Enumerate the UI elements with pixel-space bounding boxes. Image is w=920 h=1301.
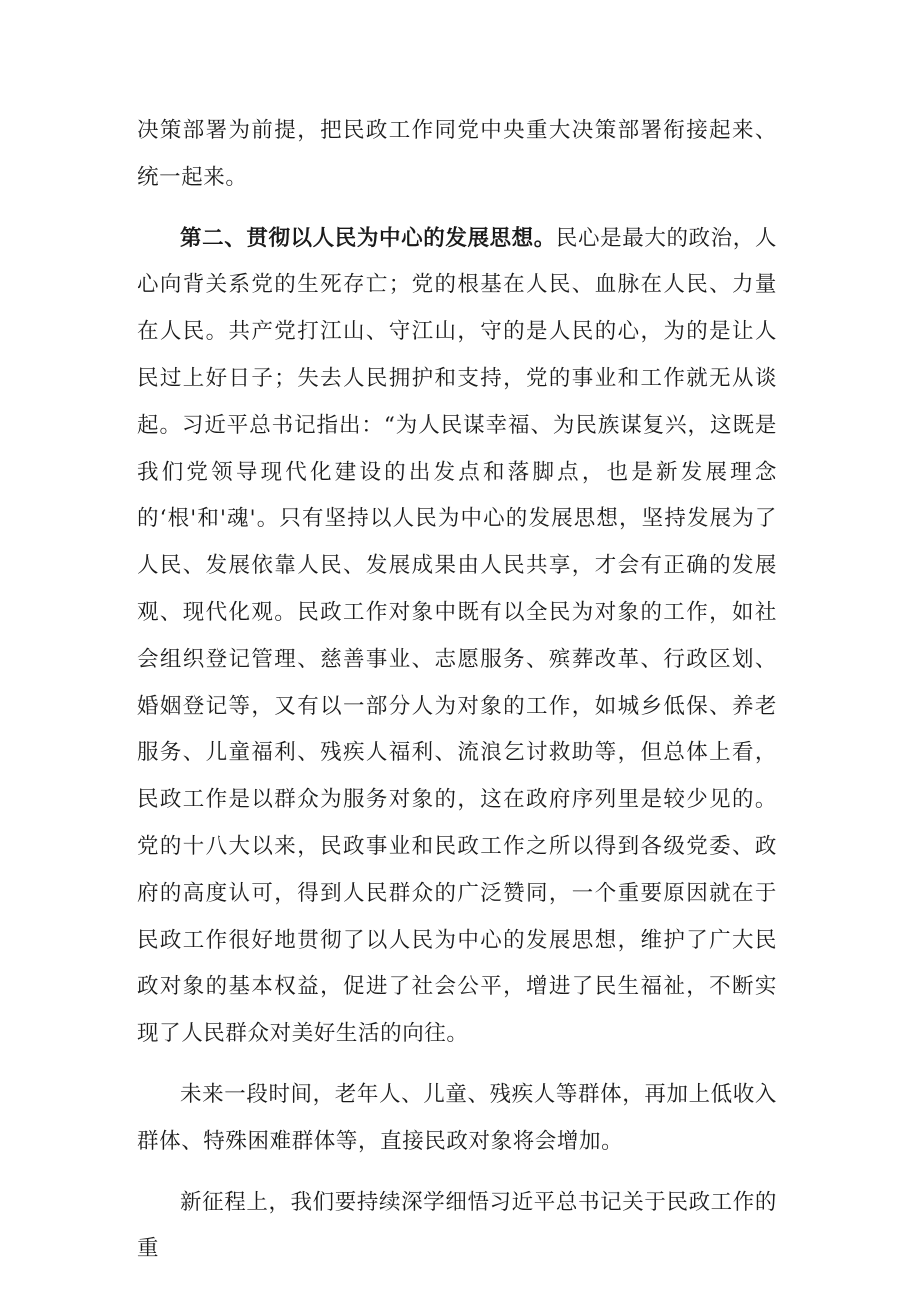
paragraph-text: 未来一段时间，老年人、儿童、残疾人等群体，再加上低收入群体、特殊困难群体等，直接民政对象将会增加。 <box>137 1081 777 1154</box>
paragraph-future <box>137 1072 777 1166</box>
paragraph-heading: 第二、贯彻以人民为中心的发展思想。 <box>180 225 556 251</box>
paragraph-continued <box>137 108 777 202</box>
paragraph-text: 决策部署为前提，把民政工作同党中央重大决策部署衔接起来、统一起来。 <box>137 118 777 190</box>
document-body <box>137 108 777 1273</box>
paragraph-text: 民心是最大的政治，人心向背关系党的生死存亡；党的根基在人民、血脉在人民、力量在人民。共产党打江山、守江山，守的是人民的心，为的是让人民过上好日子；失去人民拥护和支持，党的事业和工作就无从谈起。习近平总书记指出：“为人民谋幸福、为民族谋复兴，这既是我们党领导现代化建设的出发点和落脚点，也是新发展理念的‘根'和'魂'。只有坚持以人民为中心的发展思想，坚持发展为了人民、发展依靠人民、发展成果由人民共享，才会有正确的发展观、现代化观。民政工作对象中既有以全民为对象的工作，如社会组织登记管理、慈善事业、志愿服务、殡葬改革、行政区划、婚姻登记等，又有以一部分人为对象的工作，如城乡低保、养老服务、儿童福利、残疾人福利、流浪乞讨救助等，但总体上看，民政工作是以群众为服务对象的，这在政府序列里是较少见的。党的十八大以来，民政事业和民政工作之所以得到各级党委、政府的高度认可，得到人民群众的广泛赞同，一个重要原因就在于民政工作很好地贯彻了以人民为中心的发展思想，维护了广大民政对象的基本权益，促进了社会公平，增进了民生福祉，不断实现了人民群众对美好生活的向往。 <box>137 225 777 1047</box>
paragraph-new-journey <box>137 1180 777 1274</box>
paragraph-second-point <box>137 216 777 1058</box>
paragraph-text: 新征程上，我们要持续深学细悟习近平总书记关于民政工作的重 <box>137 1189 777 1262</box>
